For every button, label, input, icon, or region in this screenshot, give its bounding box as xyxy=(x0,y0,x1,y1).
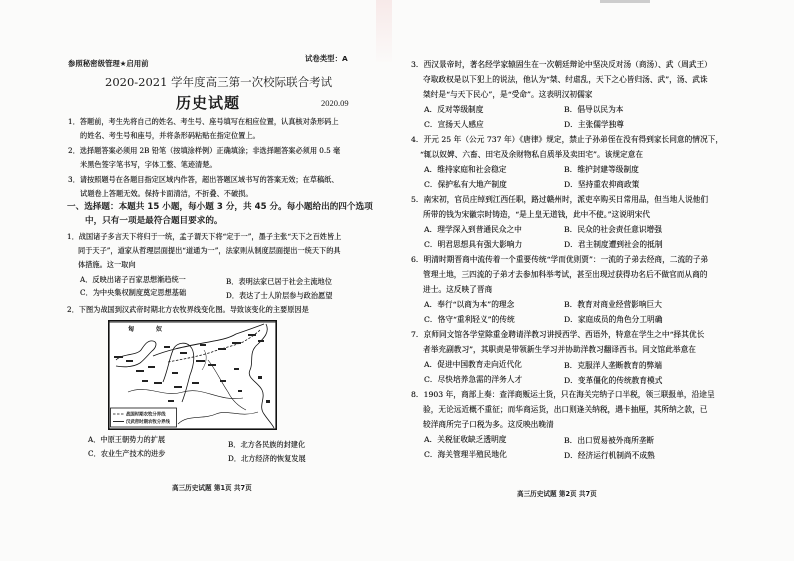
question-7-line-2: 者举充副教习”，其职责是带领新生学习并协助洋教习翻译西书。同文馆此举意在 xyxy=(423,345,696,354)
instruction-text: 请按照题号在各题目指定区域内作答，超出答题区域书写的答案无效；在草稿纸、 xyxy=(79,175,339,184)
option-label: A． xyxy=(424,105,438,114)
option-label: C． xyxy=(424,315,438,324)
option-label: B． xyxy=(564,105,578,114)
question-5-option-b xyxy=(564,225,662,235)
question-5-line-2: 所带的钱为宋徽宗时铸造，“是上皇无道钱，此中不使。”这说明宋代 xyxy=(423,210,650,219)
option-label: B． xyxy=(564,225,578,234)
option-text: 恪守“重利轻义”的传统 xyxy=(437,315,515,324)
option-label: D． xyxy=(564,315,578,324)
option-label: A． xyxy=(424,165,438,174)
question-6-option-b xyxy=(564,300,662,310)
option-text: 奉行“以商为本”的理念 xyxy=(437,300,515,309)
option-label: A． xyxy=(88,435,101,444)
question-8-line-1 xyxy=(411,390,715,400)
option-text: 君主制度遭到社会的抵制 xyxy=(577,240,663,249)
question-4-line-2: “辄以奴婢、六畜、田宅及余财物私自质举及卖田宅”。该规定意在 xyxy=(420,150,644,159)
instruction-text: 选择题答案必须用 2B 铅笔（按填涂样例）正确填涂；非选择题答案必须用 0.5 毫 xyxy=(79,146,341,155)
question-5-option-a xyxy=(424,225,522,235)
scan-artifact-stripe xyxy=(376,0,392,62)
question-text: 明清时期晋商中流传着一个重要传统“学而优则贾”：一流的子弟去经商，二流的子弟 xyxy=(423,255,709,264)
question-6-option-c xyxy=(424,315,515,325)
question-text: 西汉景帝时，著名经学家辕固生在一次朝廷辩论中坚决反对汤（商汤）、武（周武王） xyxy=(423,60,712,69)
legend-item-1: 战国时期农牧分界线 xyxy=(126,412,166,418)
question-2-line-1 xyxy=(67,305,309,315)
question-3-line-1 xyxy=(411,60,712,70)
question-number: 3． xyxy=(411,60,424,69)
option-label: D． xyxy=(226,291,239,300)
option-label: C． xyxy=(424,120,438,129)
question-7-option-b xyxy=(564,361,662,371)
question-number: 4． xyxy=(411,135,424,144)
option-text: 海关管理半殖民地化 xyxy=(437,450,507,459)
option-label: A． xyxy=(424,360,438,369)
question-4-option-c xyxy=(424,180,507,190)
option-text: 表达了士人阶层参与政治愿望 xyxy=(238,291,333,300)
question-5-option-d xyxy=(564,240,662,250)
question-1-line-2: 同于天子”，道家从哲理层面提出“道通为一”，法家则从制度层面提出一统天下的具 xyxy=(78,246,341,255)
option-text: 反对等级制度 xyxy=(437,105,484,114)
exam-title: 2020-2021 学年度高三第一次校际联合考试 xyxy=(105,75,333,89)
option-label: C． xyxy=(424,180,438,189)
instruction-3-line-2: 试题卷上答题无效。保持卡面清洁，不折叠、不破损。 xyxy=(80,189,253,198)
question-8-option-c xyxy=(424,450,507,460)
option-label: A． xyxy=(424,225,438,234)
option-text: 维持家庭和社会稳定 xyxy=(437,165,507,174)
question-8-line-2: 验，无论远近概不重征；而华商运货，出口则逢关纳税，遇卡抽厘，其所纳之款，已 xyxy=(423,405,708,414)
instruction-2-line-2: 米黑色签字笔书写，字体工整、笔迹清楚。 xyxy=(80,160,217,169)
option-label: B． xyxy=(564,300,578,309)
option-label: D． xyxy=(564,240,578,249)
option-label: A． xyxy=(80,275,93,284)
option-text: 坚持重农抑商政策 xyxy=(577,180,640,189)
option-label: B． xyxy=(564,165,578,174)
question-1-option-a xyxy=(80,275,186,285)
option-text: 表明法家已居于社会主流地位 xyxy=(238,277,332,286)
question-6-line-2: 管理土地，三四流的子弟才去参加科举考试，甚至出现过获得功名后不做官而从商的 xyxy=(423,270,708,279)
instruction-1-line-1 xyxy=(68,117,339,127)
option-text: 反映出诸子百家思想渐趋统一 xyxy=(92,275,186,284)
question-number: 8． xyxy=(411,390,424,399)
option-text: 变革僵化的传统教育模式 xyxy=(577,376,663,385)
option-text: 理学深入到普通民众之中 xyxy=(437,225,522,234)
option-text: 民众的社会责任意识增强 xyxy=(577,225,662,234)
question-4-option-a xyxy=(424,165,506,175)
option-label: C． xyxy=(424,375,438,384)
option-text: 保护私有大地产制度 xyxy=(437,180,507,189)
question-2-option-a xyxy=(88,435,165,445)
agro-pastoral-boundary-map xyxy=(108,320,277,430)
option-text: 维护封建等级制度 xyxy=(577,165,639,174)
question-6-option-a xyxy=(424,300,514,310)
page-footer-1: 高三历史试题 第1页 共7页 xyxy=(172,484,252,492)
option-text: 北方经济的恢复发展 xyxy=(240,454,306,463)
option-label: B． xyxy=(228,440,241,449)
option-label: D． xyxy=(564,120,578,129)
option-label: D． xyxy=(564,451,578,460)
option-label: C． xyxy=(424,240,438,249)
subject-title: 历史试题 xyxy=(176,94,241,112)
scan-artifact-mark xyxy=(600,0,650,3)
confidential-notice: 参照秘密级管理★启用前 xyxy=(68,59,149,68)
question-8-option-a xyxy=(424,435,506,445)
option-label: A． xyxy=(424,435,438,444)
option-label: B． xyxy=(564,361,578,370)
option-label: B． xyxy=(226,277,239,286)
question-7-option-c xyxy=(424,375,522,385)
map-legend xyxy=(111,408,177,427)
question-1-line-1 xyxy=(67,232,341,242)
question-text: 京师同文馆各学堂除重金聘请洋教习讲授西学、西语外，特意在学生之中“择其优长 xyxy=(423,330,705,339)
legend-item-2: 汉武帝时期农牧分界线 xyxy=(126,420,170,425)
option-text: 克服洋人垄断教育的弊端 xyxy=(577,361,662,370)
instruction-2-line-1 xyxy=(68,146,340,156)
instruction-text: 答题前，考生先将自己的姓名、考生号、座号填写在相应位置，认真核对条形码上 xyxy=(79,117,339,126)
paper-type: 试卷类型：A xyxy=(305,54,348,63)
option-text: 明君思想具有强大影响力 xyxy=(437,240,523,249)
question-7-option-a xyxy=(424,360,522,370)
question-6-option-d xyxy=(564,315,662,325)
map-region-label: 匈奴 xyxy=(128,326,185,333)
question-2-option-d xyxy=(228,454,306,464)
section-heading-line-2: 中，只有一项是最符合题目要求的。 xyxy=(85,216,223,226)
question-6-line-1 xyxy=(411,255,708,265)
exam-date: 2020.09 xyxy=(321,98,349,108)
question-1-option-d xyxy=(226,291,332,301)
question-number: 2． xyxy=(67,305,79,314)
question-2-option-c xyxy=(88,449,165,459)
option-text: 主张儒学独尊 xyxy=(577,120,624,129)
question-number: 7． xyxy=(411,330,424,339)
option-text: 中原王朝势力的扩展 xyxy=(100,435,166,444)
question-1-line-3: 体措施。这一取向 xyxy=(78,260,136,269)
option-text: 促进中国教育走向近代化 xyxy=(437,360,522,369)
question-text: 南宋初，官员庄绰到江西任职，路过赣州时，派吏卒购买日常用品，但当地人说他们 xyxy=(423,195,709,204)
question-number: 5． xyxy=(411,195,424,204)
option-text: 倡导以民为本 xyxy=(577,105,624,114)
option-label: D． xyxy=(228,454,241,463)
question-7-option-d xyxy=(564,376,662,386)
option-label: C． xyxy=(80,288,93,297)
option-label: D． xyxy=(564,180,578,189)
option-text: 宣扬天人感应 xyxy=(437,120,484,129)
question-3-line-2: 夺取政权是以下犯上的说法，他认为“桀、纣虐乱，天下之心皆归汤、武”，汤、武诛 xyxy=(423,75,708,84)
question-5-option-c xyxy=(424,240,522,250)
option-text: 关税征收缺乏透明度 xyxy=(437,435,507,444)
instruction-number: 1． xyxy=(68,117,80,126)
option-text: 北方各民族的封建化 xyxy=(240,440,306,449)
option-label: A． xyxy=(424,300,438,309)
question-4-option-d xyxy=(564,180,639,190)
question-2-option-b xyxy=(228,440,305,450)
option-label: C． xyxy=(424,450,438,459)
question-text: 开元 25 年（公元 737 年）《唐律》规定，禁止子孙弟侄在没有得到家长同意的情况下， xyxy=(423,135,724,144)
option-text: 家庭成员的角色分工明确 xyxy=(577,315,663,324)
question-6-line-3: 进士。这反映了晋商 xyxy=(423,285,493,294)
question-7-line-1 xyxy=(411,330,704,340)
question-8-option-b xyxy=(564,436,654,446)
option-text: 尽快培养急需的洋务人才 xyxy=(437,375,523,384)
page-footer-2: 高三历史试题 第2页 共7页 xyxy=(517,490,597,498)
option-text: 出口贸易被外商所垄断 xyxy=(577,436,655,445)
question-number: 6． xyxy=(411,255,424,264)
question-8-option-d xyxy=(564,451,655,461)
question-1-option-b xyxy=(226,277,332,287)
question-3-option-d xyxy=(564,120,624,130)
question-3-option-b xyxy=(564,105,623,115)
question-text: 1903 年，商部上奏：查洋商贩运土货，只在海关完纳子口半税，领三联报单，沿途呈 xyxy=(423,390,715,399)
question-number: 1． xyxy=(67,232,79,241)
section-heading-line-1: 一、选择题：本题共 15 小题，每小题 3 分，共 45 分。每小题给出的四个选项 xyxy=(67,202,373,212)
question-5-line-1 xyxy=(411,195,708,205)
question-text: 战国诸子多言天下将归于一统，孟子谓天下将“定于一”，墨子主张“天下之百姓皆上 xyxy=(78,232,342,241)
option-label: C． xyxy=(88,449,101,458)
question-1-option-c xyxy=(80,288,186,298)
question-3-option-a xyxy=(424,105,483,115)
option-text: 农业生产技术的进步 xyxy=(100,449,166,458)
option-label: B． xyxy=(564,436,578,445)
question-4-option-b xyxy=(564,165,639,175)
instruction-number: 3． xyxy=(68,175,80,184)
question-text: 下图为战国到汉武帝时期北方农牧界线变化图。导致该变化的主要原因是 xyxy=(78,305,309,314)
instruction-1-line-2: 的姓名、考生号和座号，并将条形码粘贴在指定位置上。 xyxy=(80,131,260,140)
instruction-number: 2． xyxy=(68,146,80,155)
question-8-line-3: 较洋商所完子口税为多。这反映出晚清 xyxy=(423,420,554,429)
option-text: 经济运行机制尚不成熟 xyxy=(577,451,655,460)
question-3-option-c xyxy=(424,120,484,130)
option-label: D． xyxy=(564,376,578,385)
question-3-line-3: 桀纣是“与天下民心”，是“受命”。这表明汉初儒家 xyxy=(423,90,593,99)
option-text: 为中央集权制度奠定思想基础 xyxy=(92,288,187,297)
instruction-3-line-1 xyxy=(68,175,339,185)
question-4-line-1 xyxy=(411,135,723,145)
option-text: 教育对商业经营影响巨大 xyxy=(577,300,662,309)
